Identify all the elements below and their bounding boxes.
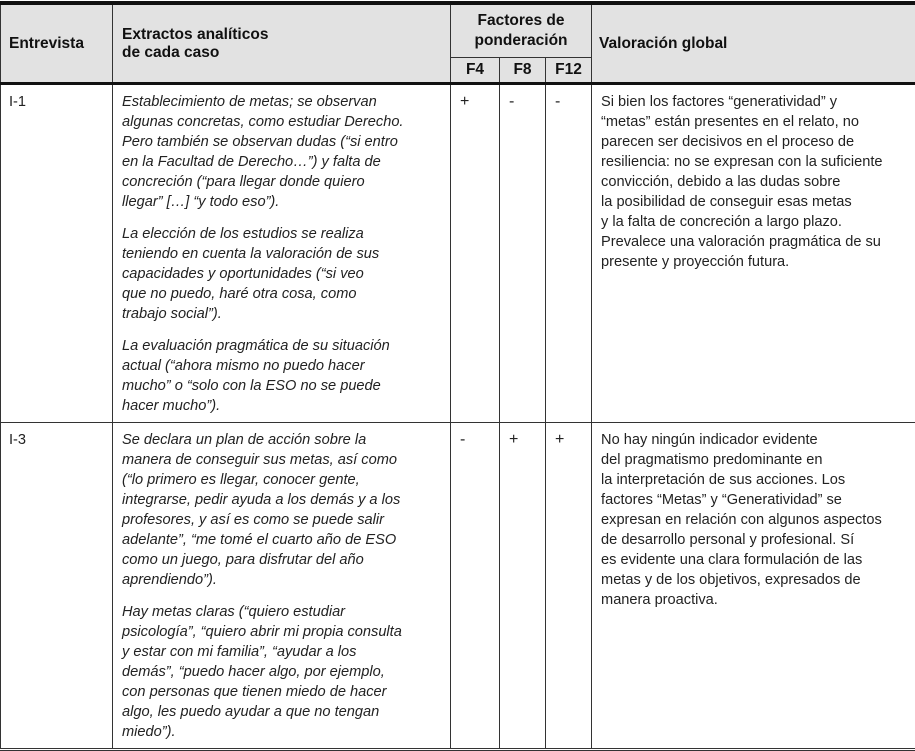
text-line: manera de conseguir sus metas, así como — [122, 450, 442, 470]
text-line: trabajo social”). — [122, 304, 442, 324]
text-line: No hay ningún indicador evidente — [601, 430, 907, 450]
factor-f4-value: - — [451, 423, 500, 750]
text-line: mucho” o “solo con la ESO no se puede — [122, 376, 442, 396]
text-line: convicción, debido a las dudas sobre — [601, 172, 907, 192]
valoracion-cell — [592, 423, 915, 750]
factor-f8-value: - — [500, 84, 546, 423]
extracts-cell — [113, 423, 451, 750]
text-line: Establecimiento de metas; se observan — [122, 92, 442, 112]
header-valoracion: Valoración global — [592, 3, 915, 84]
text-line: algo, les puedo ayudar a que no tengan — [122, 702, 442, 722]
factor-f12-value: - — [546, 84, 592, 423]
interview-id: I-3 — [1, 423, 113, 750]
text-line: Si bien los factores “generatividad” y — [601, 92, 907, 112]
text-line: presente y proyección futura. — [601, 252, 907, 272]
text-line: algunas concretas, como estudiar Derecho. — [122, 112, 442, 132]
text-line: factores “Metas” y “Generatividad” se — [601, 490, 907, 510]
header-extractos-line: de cada caso — [122, 44, 450, 62]
text-line: adelante”, “me tomé el cuarto año de ESO — [122, 530, 442, 550]
header-f8: F8 — [500, 58, 546, 84]
text-line: de desarrollo personal y profesional. Sí — [601, 530, 907, 550]
header-extractos-line: Extractos analíticos — [122, 26, 450, 44]
header-entrevista: Entrevista — [1, 3, 113, 84]
text-line: Hay metas claras (“quiero estudiar — [122, 602, 442, 622]
text-line: capacidades y oportunidades (“si veo — [122, 264, 442, 284]
text-line: La evaluación pragmática de su situación — [122, 336, 442, 356]
analysis-table — [0, 1, 915, 751]
factor-f4-value: + — [451, 84, 500, 423]
text-line: (“lo primero es llegar, conocer gente, — [122, 470, 442, 490]
text-line: y la falta de concreción a largo plazo. — [601, 212, 907, 232]
extract-paragraph — [122, 92, 442, 212]
text-line: integrarse, pedir ayuda a los demás y a los — [122, 490, 442, 510]
text-line: que no puedo, haré otra cosa, como — [122, 284, 442, 304]
table-row — [1, 423, 915, 750]
text-line: llegar” […] “y todo eso”). — [122, 192, 442, 212]
header-f12: F12 — [546, 58, 592, 84]
factor-f8-value: + — [500, 423, 546, 750]
text-line: La elección de los estudios se realiza — [122, 224, 442, 244]
header-factores-line: ponderación — [451, 31, 591, 51]
text-line: del pragmatismo predominante en — [601, 450, 907, 470]
text-line: Pero también se observan dudas (“si entro — [122, 132, 442, 152]
text-line: teniendo en cuenta la valoración de sus — [122, 244, 442, 264]
text-line: es evidente una clara formulación de las — [601, 550, 907, 570]
header-factores-line: Factores de — [451, 11, 591, 31]
header-extractos — [113, 3, 451, 84]
text-line: resiliencia: no se expresan con la suficiente — [601, 152, 907, 172]
text-line: aprendiendo”). — [122, 570, 442, 590]
text-line: Prevalece una valoración pragmática de su — [601, 232, 907, 252]
text-line: la posibilidad de conseguir esas metas — [601, 192, 907, 212]
interview-id: I-1 — [1, 84, 113, 423]
text-line: hacer mucho”). — [122, 396, 442, 416]
text-line: Se declara un plan de acción sobre la — [122, 430, 442, 450]
text-line: con personas que tienen miedo de hacer — [122, 682, 442, 702]
table-row — [1, 84, 915, 423]
header-f4: F4 — [451, 58, 500, 84]
valoracion-cell — [592, 84, 915, 423]
extract-paragraph — [122, 224, 442, 324]
text-line: psicología”, “quiero abrir mi propia consulta — [122, 622, 442, 642]
factor-f12-value: + — [546, 423, 592, 750]
text-line: expresan en relación con algunos aspectos — [601, 510, 907, 530]
text-line: parecen ser decisivos en el proceso de — [601, 132, 907, 152]
extracts-cell — [113, 84, 451, 423]
text-line: profesores, y así es como se puede salir — [122, 510, 442, 530]
header-factores — [451, 3, 592, 58]
text-line: manera proactiva. — [601, 590, 907, 610]
text-line: demás”, “puedo hacer algo, por ejemplo, — [122, 662, 442, 682]
text-line: en la Facultad de Derecho…”) y falta de — [122, 152, 442, 172]
text-line: metas y de los objetivos, expresados de — [601, 570, 907, 590]
text-line: actual (“ahora mismo no puedo hacer — [122, 356, 442, 376]
extract-paragraph — [122, 336, 442, 416]
text-line: la interpretación de sus acciones. Los — [601, 470, 907, 490]
text-line: concreción (“para llegar donde quiero — [122, 172, 442, 192]
extract-paragraph — [122, 430, 442, 590]
text-line: miedo”). — [122, 722, 442, 742]
text-line: y estar con mi familia”, “ayudar a los — [122, 642, 442, 662]
text-line: como un juego, para disfrutar del año — [122, 550, 442, 570]
text-line: “metas” están presentes en el relato, no — [601, 112, 907, 132]
extract-paragraph — [122, 602, 442, 742]
